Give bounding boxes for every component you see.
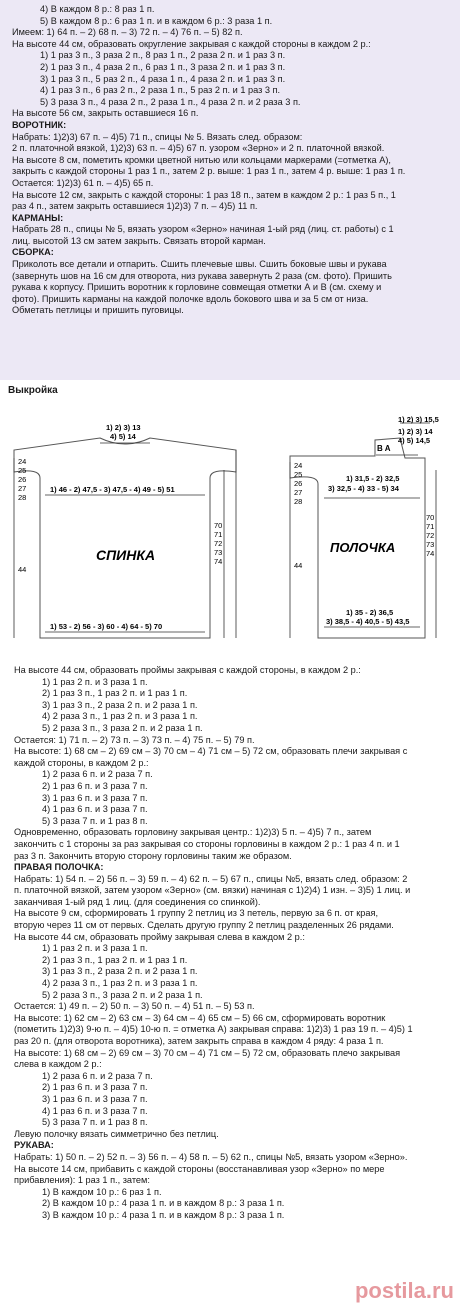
text-line: Обметать петлицы и пришить пуговицы. — [12, 305, 184, 316]
svg-text:25: 25 — [294, 470, 303, 479]
svg-text:71: 71 — [426, 522, 435, 531]
text-line: Одновременно, образовать горловину закрывая центр.: 1)2)3) 5 п. – 4)5) 7 п., затем — [14, 827, 372, 838]
svg-text:27: 27 — [294, 488, 303, 497]
text-line: Набрать: 1) 50 п. – 2) 52 п. – 3) 56 п. – 4) 58 п. – 5) 62 п., спицы №5, вязать узором «Зерно». — [14, 1151, 408, 1162]
svg-text:70: 70 — [426, 513, 435, 522]
text-line: 1) 2 раза 6 п. и 2 раза 7 п. — [42, 769, 153, 780]
text-line: Набрать: 1) 54 п. – 2) 56 п. – 3) 59 п. – 4) 62 п. – 5) 67 п., спицы №5, вязать след. образом: 2 — [14, 873, 408, 884]
section-heading: РУКАВА: — [14, 1140, 54, 1151]
text-line: Приколоть все детали и отпарить. Сшить плечевые швы. Сшить боковые швы и рукава — [12, 259, 387, 270]
text-line: раз 20 п. (для отворота воротника), затем закрыть справа в каждом 4 ряду: 4 раза 1 п. — [14, 1036, 384, 1046]
text-line: 3) В каждом 10 р.: 4 раза 1 п. и в каждом 8 р.: 3 раза 1 п. — [42, 1209, 285, 1220]
text-line: 2) 1 раз 6 п. и 3 раза 7 п. — [42, 1082, 148, 1093]
text-line: 3) 1 раз 3 п., 5 раз 2 п., 4 раза 1 п., 4 раза 2 п. и 1 раз 3 п. — [40, 73, 286, 84]
pattern-title: Выкройка — [8, 385, 58, 396]
text-line: Набрать: 1)2)3) 67 п. – 4)5) 71 п., спицы № 5. Вязать след. образом: — [12, 131, 303, 142]
text-line: 5) 2 раза 3 п., 3 раза 2 п. и 2 раза 1 п. — [42, 989, 203, 1000]
front-top-label-1: 1) 2) 3) 15,5 — [398, 415, 439, 424]
text-line: Имеем: 1) 64 п. – 2) 68 п. – 3) 72 п. – 4) 76 п. – 5) 82 п. — [12, 27, 243, 38]
section-heading: КАРМАНЫ: — [12, 212, 64, 223]
text-line: каждой стороны, в каждом 2 р.: — [14, 757, 149, 768]
text-line: 4) 2 раза 3 п., 1 раз 2 п. и 3 раза 1 п. — [42, 978, 198, 989]
text-line: 3) 1 раз 3 п., 2 раза 2 п. и 2 раза 1 п. — [42, 699, 198, 710]
text-line: На высоте: 1) 68 см – 2) 69 см – 3) 70 см – 4) 71 см – 5) 72 см, образовать плечо закрывая — [14, 1047, 401, 1058]
front-label: ПОЛОЧКА — [330, 540, 396, 555]
text-line: Остается: 1) 49 п. – 2) 50 п. – 3) 50 п. – 4) 51 п. – 5) 53 п. — [14, 1001, 255, 1012]
text-line: Набрать 28 п., спицы № 5, вязать узором «Зерно» начиная 1-ый ряд (лиц. ст. работы) с 1 — [12, 224, 394, 235]
svg-text:72: 72 — [426, 531, 435, 540]
back-neck-label-2: 4) 5) 14 — [110, 432, 136, 441]
svg-text:24: 24 — [294, 461, 303, 470]
svg-text:70: 70 — [214, 521, 223, 530]
text-line: 2) 1 раз 3 п., 1 раз 2 п. и 1 раз 1 п. — [42, 688, 188, 699]
front-bottom-label-1: 1) 35 - 2) 36,5 — [346, 608, 394, 617]
text-line: 5) 2 раза 3 п., 3 раза 2 п. и 2 раза 1 п. — [42, 722, 203, 733]
watermark: postila.ru — [354, 1278, 454, 1303]
text-line: (завернуть шов на 16 см для отворота, низ рукава завернуть 2 раза (см. фото). Пришить — [12, 270, 392, 281]
text-line: На высоте 44 см, образовать пройму закрывая слева в каждом 2 р.: — [14, 931, 305, 942]
text-line: закрыть с каждой стороны 1 раз 1 п., затем 2 р. выше: 1 раз 1 п., затем 4 р. выше: 1 раз 1 п. — [12, 166, 406, 177]
text-line: 3) 1 раз 6 п. и 3 раза 7 п. — [42, 1093, 148, 1104]
svg-text:73: 73 — [214, 548, 223, 557]
text-line: Левую полочку вязать симметрично без петлиц. — [14, 1128, 219, 1139]
svg-text:74: 74 — [214, 557, 223, 566]
section-heading: СБОРКА: — [12, 247, 54, 258]
text-line: 2) В каждом 10 р.: 4 раза 1 п. и в каждом 8 р.: 3 раза 1 п. — [42, 1198, 285, 1209]
text-line: 1) 1 раз 3 п., 3 раза 2 п., 8 раз 1 п., 2 раза 2 п. и 1 раз 3 п. — [40, 50, 286, 61]
svg-text:25: 25 — [18, 466, 27, 475]
back-bottom-label: 1) 53 - 2) 56 - 3) 60 - 4) 64 - 5) 70 — [50, 622, 163, 631]
text-line: (пометить 1)2)3) 9-ю п. – 4)5) 10-ю п. = отметка А) закрывая справа: 1)2)3) 1 раз 19 п. – 4)5) 1 — [14, 1024, 413, 1035]
back-right-numbers — [214, 521, 222, 566]
text-line: вторую через 11 см от первых. Сделать другую группу 2 петлиц разделенных 26 рядами. — [14, 920, 394, 931]
text-line: раз 4 п., затем закрыть оставшиеся 1)2)3) 7 п. – 4)5) 11 п. — [12, 201, 258, 212]
text-line: 5) В каждом 8 р.: 6 раз 1 п. и в каждом 6 р.: 3 раза 1 п. — [40, 15, 273, 26]
back-left-numbers — [18, 457, 26, 574]
text-line: фото). Пришить карманы на каждой полочке вдоль бокового шва и за 5 см от низа. — [12, 293, 369, 304]
top-text-block — [12, 4, 405, 317]
text-line: На высоте: 1) 68 см – 2) 69 см – 3) 70 см – 4) 71 см – 5) 72 см, образовать плечи закрывая с — [14, 746, 408, 757]
text-line: 1) 1 раз 2 п. и 3 раза 1 п. — [42, 943, 148, 954]
front-top-label-3: 4) 5) 14,5 — [398, 436, 431, 445]
text-line: На высоте 14 см, прибавить с каждой стороны (восстанавливая узор «Зерно» по мере — [14, 1163, 385, 1174]
text-line: 4) 1 раз 3 п., 6 раз 2 п., 2 раза 1 п., 5 раз 2 п. и 1 раз 3 п. — [40, 85, 281, 96]
back-piece — [14, 438, 236, 638]
svg-text:72: 72 — [214, 539, 223, 548]
front-chest-label-1: 1) 31,5 - 2) 32,5 — [346, 474, 400, 483]
back-neck-label-1: 1) 2) 3) 13 — [106, 423, 141, 432]
text-line: 1) 1 раз 2 п. и 3 раза 1 п. — [42, 676, 148, 687]
text-line: 5) 3 раза 3 п., 4 раза 2 п., 2 раза 1 п., 4 раза 2 п. и 2 раза 3 п. — [40, 96, 301, 107]
text-line: На высоте 12 см, закрыть с каждой стороны: 1 раз 18 п., затем в каждом 2 р.: 1 раз 5 п., 1 — [12, 189, 396, 200]
text-line: лиц. высотой 13 см затем закрыть. Связать второй карман. — [12, 235, 266, 246]
text-line: 2) 1 раз 3 п., 1 раз 2 п. и 1 раз 1 п. — [42, 954, 188, 965]
svg-text:28: 28 — [18, 493, 27, 502]
text-line: рукава к корпусу. Пришить воротник к горловине совмещая отметки А и В (см. схему и — [12, 282, 382, 293]
svg-text:44: 44 — [294, 561, 303, 570]
text-line: закончить с 1 стороны за раз закрывая со стороны горловины в каждом 2 р.: 1 раз 4 п. и 1 — [14, 838, 400, 849]
text-line: 3) 1 раз 6 п. и 3 раза 7 п. — [42, 792, 148, 803]
svg-text:71: 71 — [214, 530, 223, 539]
text-line: заканчивая 1-ый ряд 1 лиц. (для соединения со спинкой). — [14, 896, 261, 907]
front-right-numbers — [426, 513, 434, 558]
front-ab-marks: B A — [377, 444, 391, 453]
text-line: 1) В каждом 10 р.: 6 раз 1 п. — [42, 1186, 162, 1197]
text-line: 2) 1 раз 6 п. и 3 раза 7 п. — [42, 780, 148, 791]
text-line: 3) 1 раз 3 п., 2 раза 2 п. и 2 раза 1 п. — [42, 966, 198, 977]
instructions-panel — [0, 0, 460, 380]
text-line: 4) 1 раз 6 п. и 3 раза 7 п. — [42, 1105, 148, 1116]
text-line: 2) 1 раз 3 п., 4 раза 2 п., 6 раз 1 п., 3 раза 2 п. и 1 раз 3 п. — [40, 61, 286, 72]
front-left-numbers — [294, 461, 302, 570]
svg-text:73: 73 — [426, 540, 435, 549]
text-line: Остается: 1) 71 п. – 2) 73 п. – 3) 73 п. – 4) 75 п. – 5) 79 п. — [14, 734, 255, 745]
svg-text:27: 27 — [18, 484, 27, 493]
text-line: 2 п. платочной вязкой, 1)2)3) 63 п. – 4)5) 67 п. узором «Зерно» и 2 п. платочной вязкой. — [12, 143, 385, 154]
front-chest-label-2: 3) 32,5 - 4) 33 - 5) 34 — [328, 484, 399, 493]
text-line: На высоте 8 см, пометить кромки цветной нитью или кольцами маркерами (=отметка А), — [12, 154, 391, 165]
text-line: 5) 3 раза 7 п. и 1 раз 8 п. — [42, 815, 148, 826]
svg-text:44: 44 — [18, 565, 27, 574]
front-bottom-label-2: 3) 38,5 - 4) 40,5 - 5) 43,5 — [326, 617, 410, 626]
text-line: На высоте 9 см, сформировать 1 группу 2 петлиц из 3 петель, первую за 6 п. от края, — [14, 908, 379, 919]
text-line: На высоте 44 см, образовать проймы закрывая с каждой стороны, в каждом 2 р.: — [14, 665, 361, 675]
text-line: 4) В каждом 8 р.: 8 раз 1 п. — [40, 4, 155, 14]
text-line: 4) 1 раз 6 п. и 3 раза 7 п. — [42, 804, 148, 815]
front-top-label-2: 1) 2) 3) 14 — [398, 427, 433, 436]
text-line: На высоте 56 см, закрыть оставшиеся 16 п. — [12, 108, 199, 119]
svg-text:26: 26 — [294, 479, 303, 488]
svg-text:28: 28 — [294, 497, 303, 506]
text-line: 1) 2 раза 6 п. и 2 раза 7 п. — [42, 1070, 153, 1081]
text-line: прибавления): 1 раз 1 п., затем: — [14, 1175, 150, 1186]
text-line: Остается: 1)2)3) 61 п. – 4)5) 65 п. — [12, 177, 154, 188]
text-line: 5) 3 раза 7 п. и 1 раз 8 п. — [42, 1117, 148, 1128]
text-line: слева в каждом 2 р.: — [14, 1059, 102, 1070]
text-line: п. платочной вязкой, затем узором «Зерно» (см. вязки) начиная с 1)2)4) 1 изн. – 3)5) 1 лиц. и — [14, 885, 411, 896]
lower-text-block — [14, 665, 413, 1222]
section-heading: ВОРОТНИК: — [12, 119, 67, 130]
svg-text:74: 74 — [426, 549, 435, 558]
section-heading: ПРАВАЯ ПОЛОЧКА: — [14, 862, 104, 873]
text-line: На высоте: 1) 62 см – 2) 63 см – 3) 64 см – 4) 65 см – 5) 66 см, сформировать воротник — [14, 1012, 386, 1023]
text-line: раз 3 п. Закончить вторую сторону горловины таким же образом. — [14, 850, 292, 861]
svg-text:24: 24 — [18, 457, 27, 466]
text-line: 4) 2 раза 3 п., 1 раз 2 п. и 3 раза 1 п. — [42, 711, 198, 722]
back-label: СПИНКА — [96, 547, 156, 563]
pattern-diagram — [0, 410, 460, 655]
text-line: На высоте 44 см, образовать округление закрывая с каждой стороны в каждом 2 р.: — [12, 38, 371, 49]
svg-text:26: 26 — [18, 475, 27, 484]
back-chest-label: 1) 46 - 2) 47,5 - 3) 47,5 - 4) 49 - 5) 51 — [50, 485, 175, 494]
